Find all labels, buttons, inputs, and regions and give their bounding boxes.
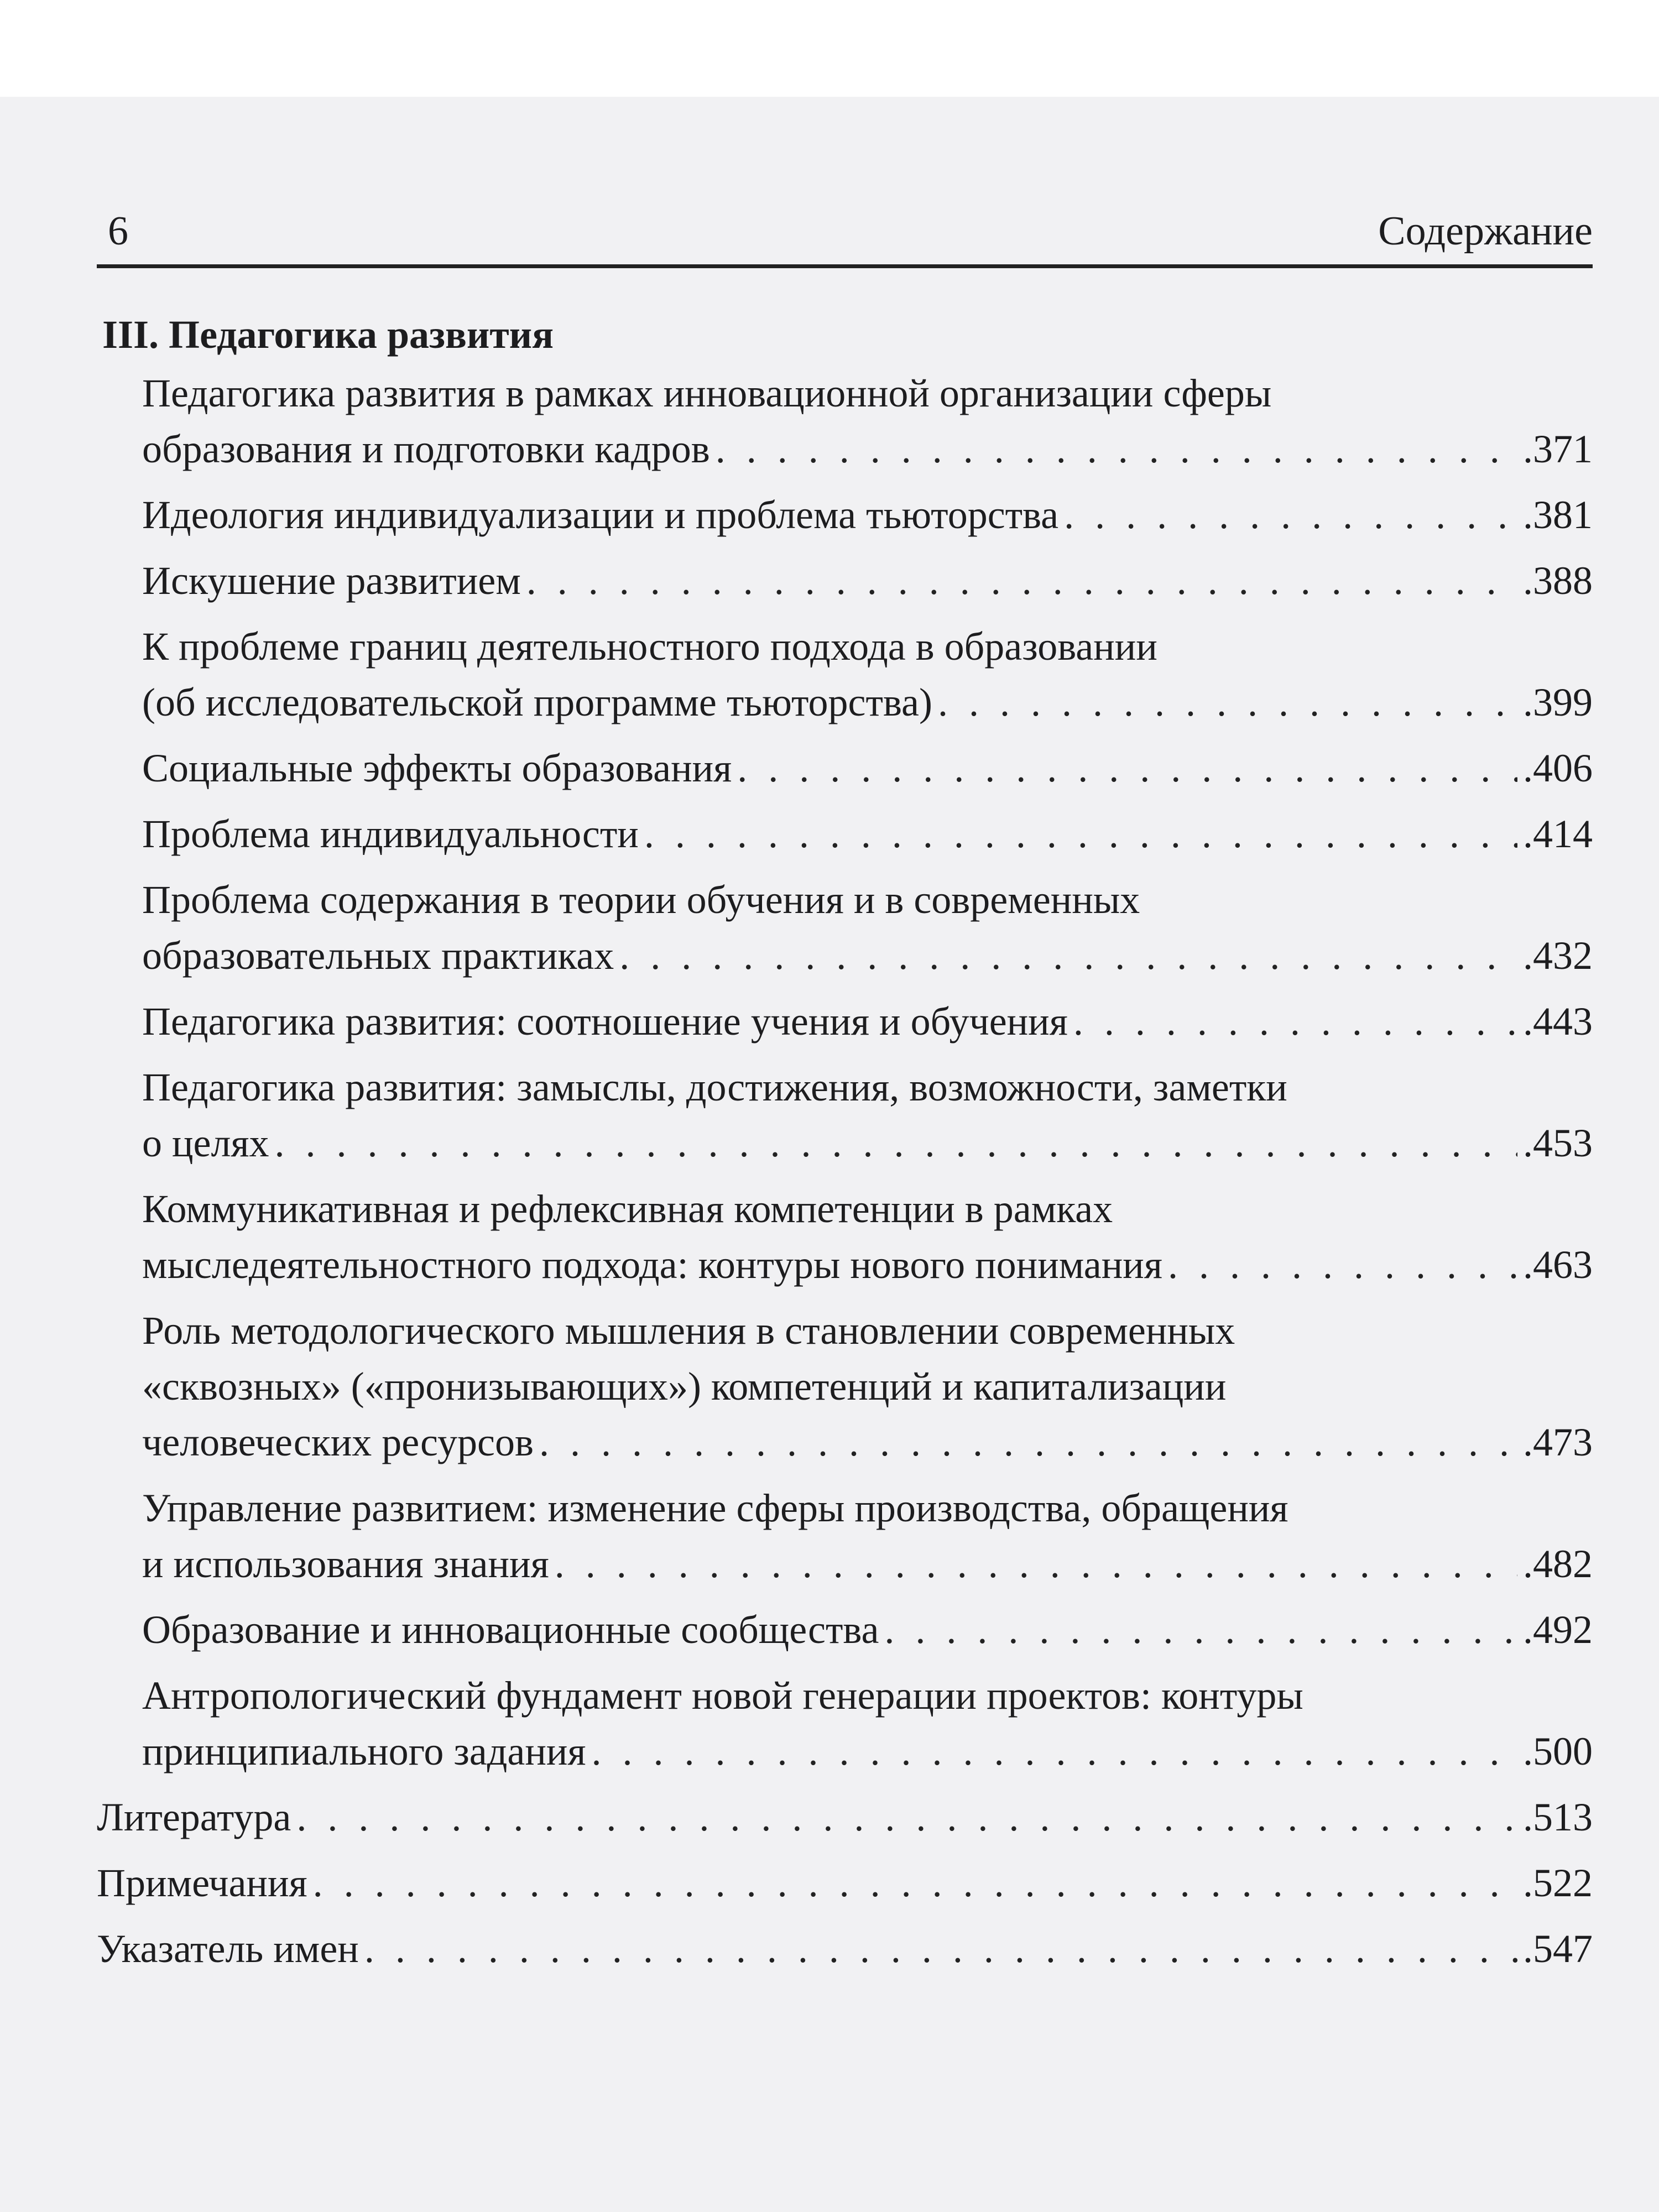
page-ref: .482 [1523, 1542, 1593, 1586]
page-ref: .522 [1523, 1861, 1593, 1905]
toc-entry[interactable] [97, 740, 1593, 796]
leader-dots [592, 1724, 1517, 1780]
entry-title-line: образования и подготовки кадров [142, 427, 710, 471]
toc-entry[interactable] [97, 1668, 1593, 1780]
leader-dots [364, 1921, 1517, 1977]
toc-entry[interactable] [97, 872, 1593, 984]
entry-title-line: Образование и инновационные сообщества [142, 1608, 879, 1652]
entry-title-line: Социальные эффекты образования [142, 746, 732, 790]
running-head [97, 204, 1593, 268]
page-ref: .500 [1523, 1729, 1593, 1773]
page-ref: .406 [1523, 746, 1593, 790]
toc-entry[interactable] [97, 994, 1593, 1050]
entry-title-line: (об исследовательской программе тьюторства) [142, 680, 932, 724]
running-head-title: Содержание [1378, 208, 1593, 254]
page-ref: .473 [1523, 1420, 1593, 1464]
leader-dots [275, 1115, 1517, 1171]
entry-title-line: о целях [142, 1121, 269, 1165]
entry-title-line: Педагогика развития: соотношение учения и обучения [142, 999, 1068, 1044]
entry-title-line: Литература [97, 1795, 291, 1839]
entry-title-line: Роль методологического мышления в становлении современных [142, 1308, 1235, 1353]
leader-dots [716, 421, 1517, 477]
leader-dots [644, 806, 1517, 862]
entry-title-line: «сквозных» («пронизывающих») компетенций и капитализации [142, 1364, 1227, 1408]
toc-entry[interactable] [97, 553, 1593, 609]
entry-title-line: Антропологический фундамент новой генерации проектов: контуры [142, 1673, 1303, 1718]
toc-entry[interactable] [97, 1060, 1593, 1171]
page-ref: .463 [1523, 1243, 1593, 1287]
entry-title-line: К проблеме границ деятельностного подхода в образовании [142, 624, 1157, 669]
entry-title-line: и использования знания [142, 1542, 549, 1586]
entry-title-line: Искушение развитием [142, 559, 521, 603]
entry-title-line: Управление развитием: изменение сферы производства, обращения [142, 1486, 1288, 1530]
entry-title-line: мыследеятельностного подхода: контуры нового понимания [142, 1243, 1162, 1287]
back-matter-entry[interactable] [97, 1790, 1593, 1845]
entry-title-line: Проблема индивидуальности [142, 812, 639, 856]
toc-entry[interactable] [97, 1602, 1593, 1658]
entry-title-line: принципиального задания [142, 1729, 586, 1773]
leader-dots [296, 1790, 1517, 1845]
entry-title-line: Педагогика развития в рамках инновационной организации сферы [142, 371, 1272, 415]
page-ref: .492 [1523, 1608, 1593, 1652]
page-ref: .381 [1523, 493, 1593, 537]
leader-dots [938, 675, 1517, 731]
toc-entry[interactable] [97, 366, 1593, 477]
page-number: 6 [108, 208, 128, 254]
leader-dots [737, 740, 1517, 796]
leader-dots [313, 1855, 1517, 1911]
toc-entry[interactable] [97, 1303, 1593, 1470]
leader-dots [1168, 1237, 1517, 1293]
page-ref: .513 [1523, 1795, 1593, 1839]
page-ref: .453 [1523, 1121, 1593, 1165]
back-matter-entry[interactable] [97, 1921, 1593, 1977]
toc-entry[interactable] [97, 806, 1593, 862]
part-title: III. Педагогика развития [102, 312, 554, 357]
leader-dots [619, 928, 1517, 984]
leader-dots [884, 1602, 1517, 1658]
toc-entry[interactable] [97, 1480, 1593, 1592]
leader-dots [555, 1536, 1517, 1592]
leader-dots [1073, 994, 1517, 1050]
leader-dots [1064, 487, 1517, 543]
background-strip [0, 0, 1659, 97]
page-ref: .414 [1523, 812, 1593, 856]
back-matter-entry[interactable] [97, 1855, 1593, 1911]
leader-dots [526, 553, 1517, 609]
toc-entry[interactable] [97, 487, 1593, 543]
page-ref: .443 [1523, 999, 1593, 1044]
toc-entry[interactable] [97, 619, 1593, 731]
entry-title-line: Указатель имен [97, 1927, 359, 1971]
page-ref: .547 [1523, 1927, 1593, 1971]
entry-title-line: Педагогика развития: замыслы, достижения, возможности, заметки [142, 1065, 1287, 1109]
entry-title-line: образовательных практиках [142, 933, 614, 978]
entry-title-line: Идеология индивидуализации и проблема тьюторства [142, 493, 1059, 537]
entry-title-line: Проблема содержания в теории обучения и в современных [142, 878, 1140, 922]
entry-title-line: Примечания [97, 1861, 307, 1905]
page-ref: .432 [1523, 933, 1593, 978]
page-ref: .371 [1523, 427, 1593, 471]
entry-title-line: Коммуникативная и рефлексивная компетенции в рамках [142, 1187, 1113, 1231]
leader-dots [539, 1415, 1517, 1470]
page-ref: .388 [1523, 559, 1593, 603]
table-of-contents [97, 307, 1593, 1987]
entry-title-line: человеческих ресурсов [142, 1420, 534, 1464]
page-ref: .399 [1523, 680, 1593, 724]
toc-entry[interactable] [97, 1181, 1593, 1293]
